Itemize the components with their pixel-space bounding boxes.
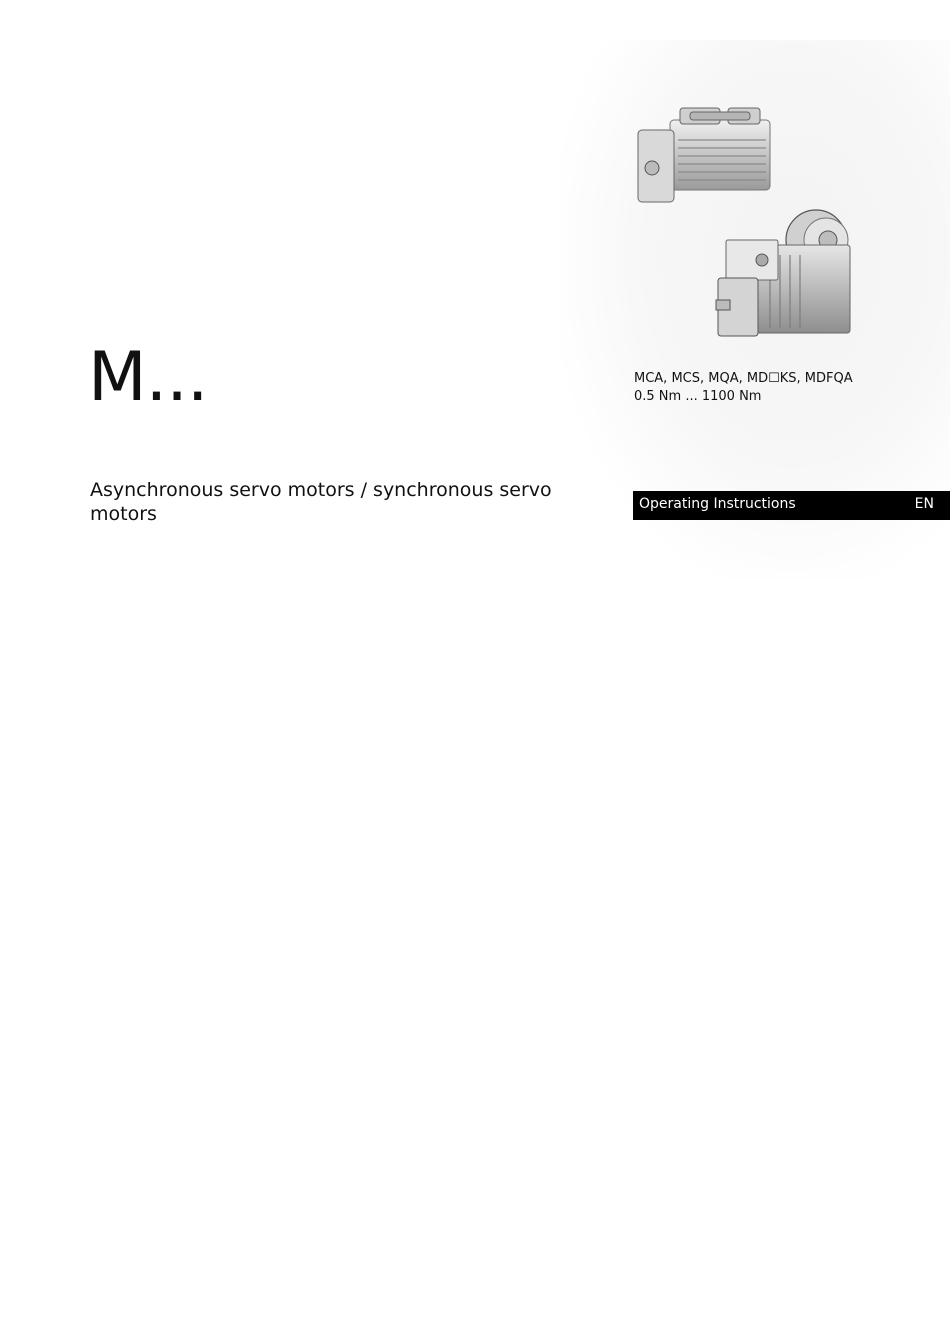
motor-lower [716,210,850,336]
document-subtitle: Asynchronous servo motors / synchronous servo motors [90,479,552,525]
product-models-block [634,370,853,406]
torque-range: 0.5 Nm ... 1100 Nm [634,389,762,404]
language-code: EN [914,496,934,512]
document-title: M... [88,338,208,417]
model-list: MCA, MCS, MQA, MD☐KS, MDFQA [634,371,853,386]
motor-upper [638,108,770,202]
servo-motors-photo [630,100,870,345]
document-type-bar [633,491,950,520]
document-type-label: Operating Instructions [639,496,796,512]
